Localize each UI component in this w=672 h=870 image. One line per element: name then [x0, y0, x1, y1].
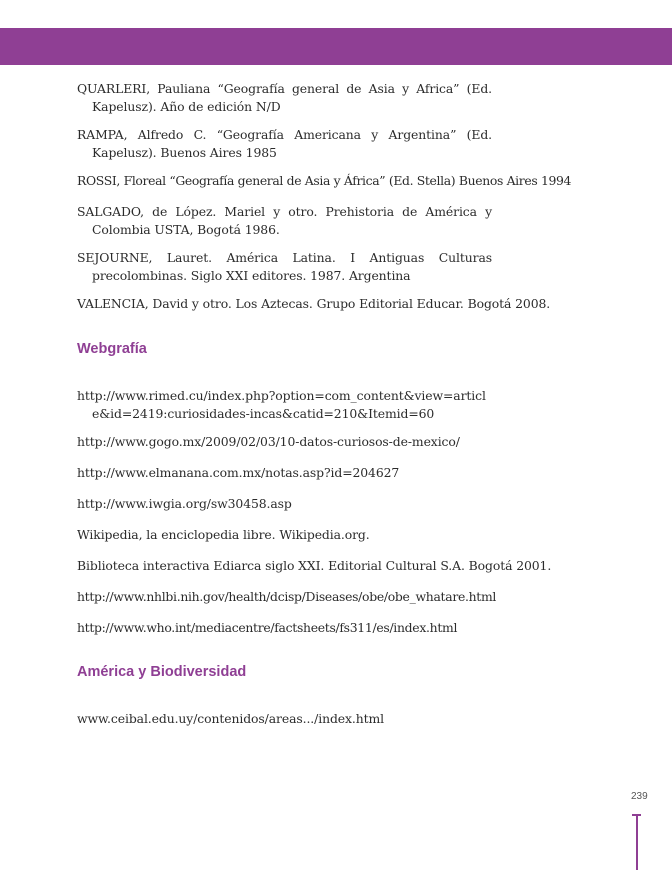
web-link-who[interactable]: http://www.who.int/mediacentre/factsheets/fs311/es/index.html: [77, 620, 458, 635]
header-band: [0, 28, 672, 65]
webgrafia-heading: Webgrafía: [77, 341, 147, 357]
reference-salgado: SALGADO, de López. Mariel y otro. Prehistoria de América y Colombia USTA, Bogotá 1986.: [77, 204, 492, 237]
web-reference-wikipedia: Wikipedia, la enciclopedia libre. Wikipedia.org.: [77, 527, 370, 542]
web-reference-ediarca: Biblioteca interactiva Ediarca siglo XXI. Editorial Cultural S.A. Bogotá 2001.: [77, 558, 552, 573]
reference-rampa: RAMPA, Alfredo C. “Geografía Americana y Argentina” (Ed. Kapelusz). Buenos Aires 1985: [77, 127, 492, 160]
web-link-iwgia[interactable]: http://www.iwgia.org/sw30458.asp: [77, 496, 292, 511]
reference-quarleri: QUARLERI, Pauliana “Geografía general de Asia y Africa” (Ed. Kapelusz). Año de edición N/D: [77, 81, 492, 114]
web-link-nhlbi[interactable]: http://www.nhlbi.nih.gov/health/dcisp/Diseases/obe/obe_whatare.html: [77, 589, 497, 604]
web-link-elmanana[interactable]: http://www.elmanana.com.mx/notas.asp?id=204627: [77, 465, 400, 480]
reference-rossi: ROSSI, Floreal “Geografía general de Asia y África” (Ed. Stella) Buenos Aires 1994: [77, 173, 572, 188]
reference-sejourne: SEJOURNE, Lauret. América Latina. I Antiguas Culturas precolombinas. Siglo XXI editores. 1987. Argentina: [77, 250, 492, 283]
web-link-rimed[interactable]: http://www.rimed.cu/index.php?option=com_content&view=article&id=2419:curiosidades-incas&catid=210&Itemid=60: [77, 388, 486, 421]
america-biodiversidad-heading: América y Biodiversidad: [77, 664, 247, 680]
web-link-gogo[interactable]: http://www.gogo.mx/2009/02/03/10-datos-curiosos-de-mexico/: [77, 434, 460, 449]
reference-valencia: VALENCIA, David y otro. Los Aztecas. Grupo Editorial Educar. Bogotá 2008.: [77, 296, 551, 311]
page-number: 239: [631, 791, 648, 802]
web-link-ceibal[interactable]: www.ceibal.edu.uy/contenidos/areas.../index.html: [77, 711, 385, 726]
corner-mark-line: [636, 814, 638, 870]
